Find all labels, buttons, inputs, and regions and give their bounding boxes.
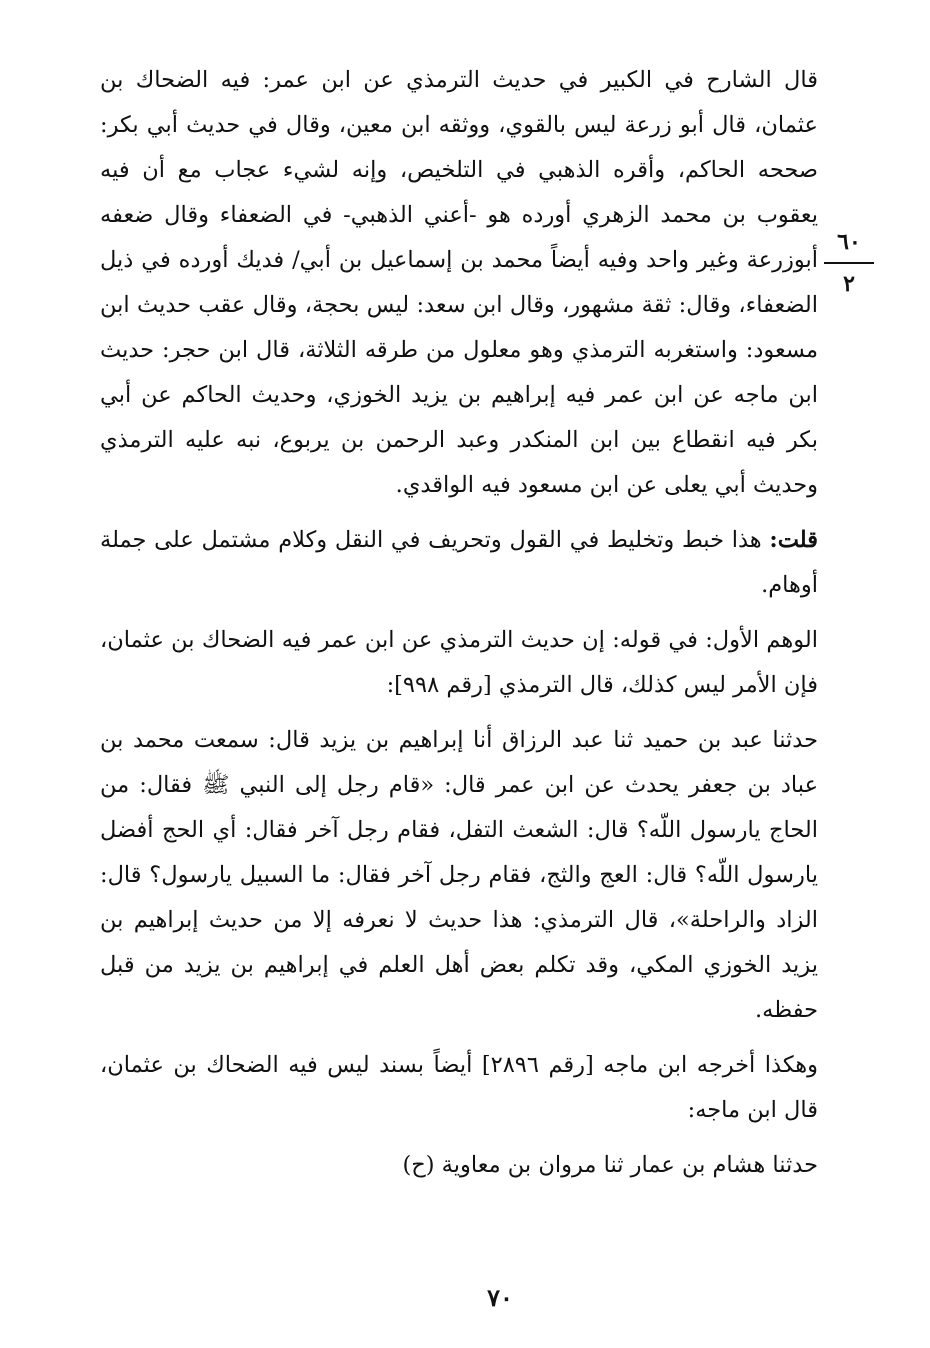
paragraph-5: [100, 1043, 818, 1133]
paragraph-6: [100, 1143, 818, 1188]
page-number: ٧٠: [487, 1283, 513, 1312]
page-number-footer: [0, 1283, 930, 1312]
paragraph-3-text: الوهم الأول: في قوله: إن حديث الترمذي عن ابن عمر فيه الضحاك بن عثمان، فإن الأمر ليس كذلك، قال الترمذي [رقم ٩٩٨]:: [100, 627, 818, 698]
margin-note-top: ٦٠: [837, 229, 861, 255]
main-text-column: [100, 58, 818, 1198]
paragraph-2-text: هذا خبط وتخليط في القول وتحريف في النقل وكلام مشتمل على جملة أوهام.: [100, 527, 818, 598]
paragraph-2: [100, 518, 818, 608]
paragraph-1: [100, 58, 818, 508]
paragraph-2-lead: قلت:: [769, 527, 818, 553]
paragraph-5-text: وهكذا أخرجه ابن ماجه [رقم ٢٨٩٦] أيضاً بسند ليس فيه الضحاك بن عثمان، قال ابن ماجه:: [100, 1052, 818, 1123]
paragraph-4: [100, 718, 818, 1033]
paragraph-6-text: حدثنا هشام بن عمار ثنا مروان بن معاوية (ح): [402, 1152, 818, 1178]
paragraph-3: [100, 618, 818, 708]
margin-note-rule: [824, 262, 874, 264]
margin-note-bottom: ٢: [843, 271, 855, 297]
margin-manuscript-reference: [824, 228, 874, 298]
paragraph-4-text: حدثنا عبد بن حميد ثنا عبد الرزاق أنا إبراهيم بن يزيد قال: سمعت محمد بن عباد بن جعفر يحدث عن ابن عمر قال: «قام رجل إلى النبي ﷺ فقال: من الحاج يارسول اللّه؟ قال: الشعث التفل، فقام رجل آخر فقال: أي الحج أفضل يارسول اللّه؟ قال: العج والثج، فقام رجل آخر فقال: ما السبيل يارسول؟ قال: الزاد والراحلة»، قال الترمذي: هذا حديث لا نعرفه إلا من حديث إبراهيم بن يزيد الخوزي المكي، وقد تكلم بعض أهل العلم في إبراهيم بن يزيد من قبل حفظه.: [100, 727, 818, 1023]
paragraph-1-text: قال الشارح في الكبير في حديث الترمذي عن ابن عمر: فيه الضحاك بن عثمان، قال أبو زرعة ليس بالقوي، ووثقه ابن معين، وقال في حديث أبي بكر: صححه الحاكم، وأقره الذهبي في التلخيص، وإنه لشيء عجاب مع أن فيه يعقوب بن محمد الزهري أورده هو -أعني الذهبي- في الضعفاء وقال ضعفه أبوزرعة وغير واحد وفيه أيضاً محمد بن إسماعيل بن أبي/ فديك أورده في ذيل الضعفاء، وقال: ثقة مشهور، وقال ابن سعد: ليس بحجة، وقال عقب حديث ابن مسعود: واستغربه الترمذي وهو معلول من طرقه الثلاثة، قال ابن حجر: حديث ابن ماجه عن ابن عمر فيه إبراهيم بن يزيد الخوزي، وحديث الحاكم عن أبي بكر فيه انقطاع بين ابن المنكدر وعبد الرحمن بن يربوع، نبه عليه الترمذي وحديث أبي يعلى عن ابن مسعود فيه الواقدي.: [100, 67, 818, 498]
